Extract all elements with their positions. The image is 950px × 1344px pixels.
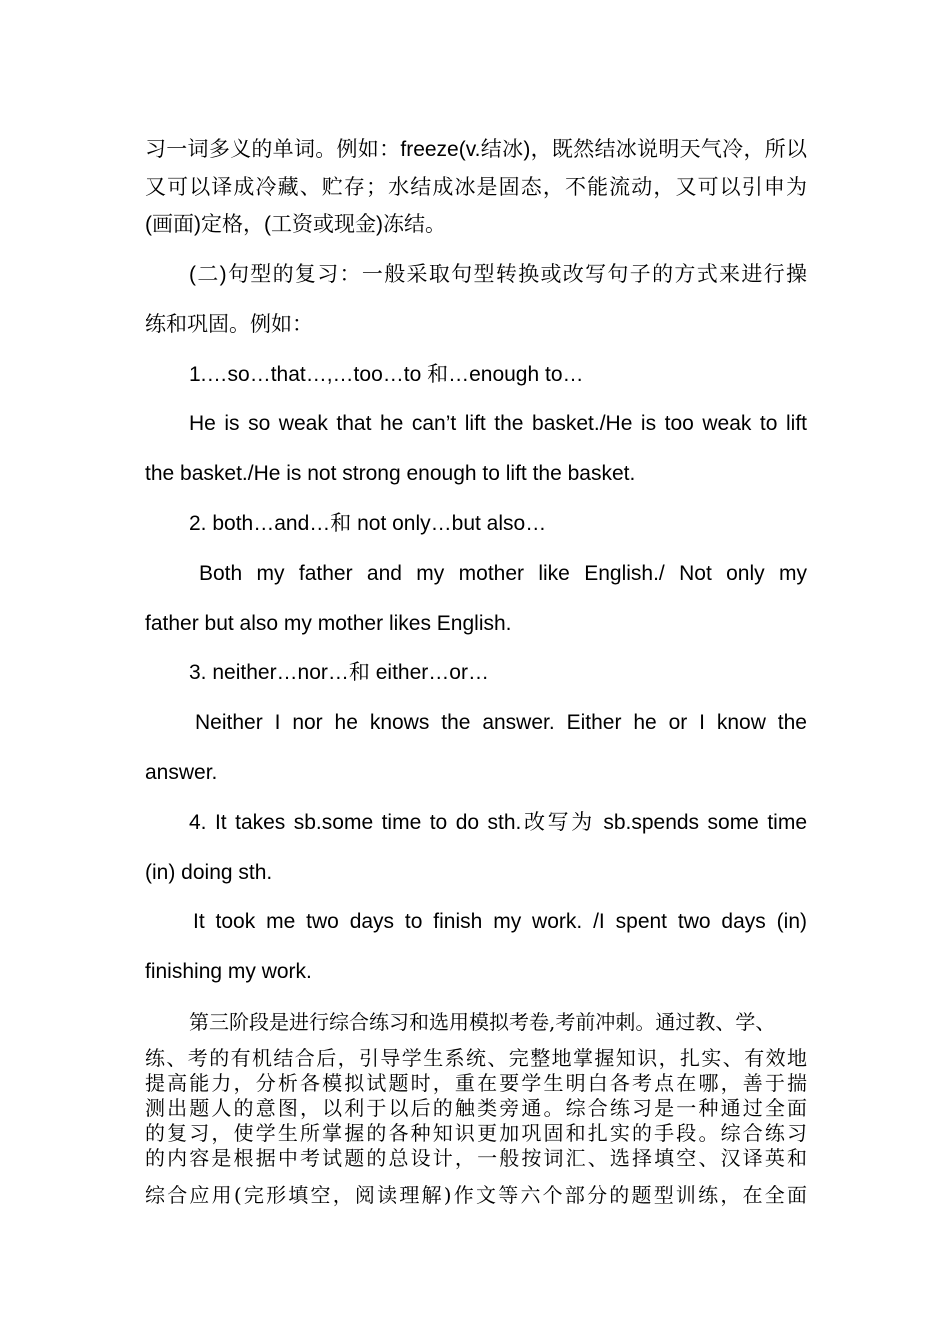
text-line: Both my father and my mother like English./ Not only my (199, 562, 807, 585)
text-line: 3. neither…nor…和 either…or… (189, 661, 489, 684)
text-line: finishing my work. (145, 960, 312, 983)
text-line: It took me two days to finish my work. /I spent two days (in) (193, 910, 807, 933)
text-line: father but also my mother likes English. (145, 612, 512, 635)
text-line: 综合应用(完形填空，阅读理解)作文等六个部分的题型训练，在全面 (145, 1183, 807, 1207)
text-line: 第三阶段是进行综合练习和选用模拟考卷,考前冲刺。通过教、学、 (189, 1010, 776, 1034)
text-line: 测出题人的意图，以利于以后的触类旁通。综合练习是一种通过全面 (145, 1096, 807, 1120)
text-line: 练、考的有机结合后，引导学生系统、完整地掌握知识，扎实、有效地 (145, 1046, 807, 1070)
text-line: the basket./He is not strong enough to lift the basket. (145, 462, 636, 485)
text-line: Neither I nor he knows the answer. Either he or I know the (195, 711, 807, 734)
text-line: 的内容是根据中考试题的总设计，一般按词汇、选择填空、汉译英和 (145, 1146, 807, 1170)
text-line: 4. It takes sb.some time to do sth.改写为 sb.spends some time (189, 811, 807, 834)
text-line: 2. both…and…和 not only…but also… (189, 512, 547, 535)
text-line: 习一词多义的单词。例如：freeze(v.结冰)，既然结冰说明天气冷，所以 (145, 138, 807, 161)
text-line: (in) doing sth. (145, 861, 273, 884)
text-line: (二)句型的复习：一般采取句型转换或改写句子的方式来进行操 (189, 263, 807, 286)
text-line: answer. (145, 761, 218, 784)
text-line: 又可以译成冷藏、贮存；水结成冰是固态，不能流动，又可以引申为 (145, 176, 807, 199)
text-line: 练和巩固。例如： (145, 313, 313, 336)
text-line: 1.…so…that…,…too…to 和…enough to… (189, 363, 584, 386)
text-line: 的复习，使学生所掌握的各种知识更加巩固和扎实的手段。综合练习 (145, 1121, 807, 1145)
text-line: He is so weak that he can’t lift the basket./He is too weak to lift (189, 412, 807, 435)
text-line: 提高能力，分析各模拟试题时，重在要学生明白各考点在哪，善于揣 (145, 1071, 807, 1095)
text-line: (画面)定格，(工资或现金)冻结。 (145, 213, 446, 236)
